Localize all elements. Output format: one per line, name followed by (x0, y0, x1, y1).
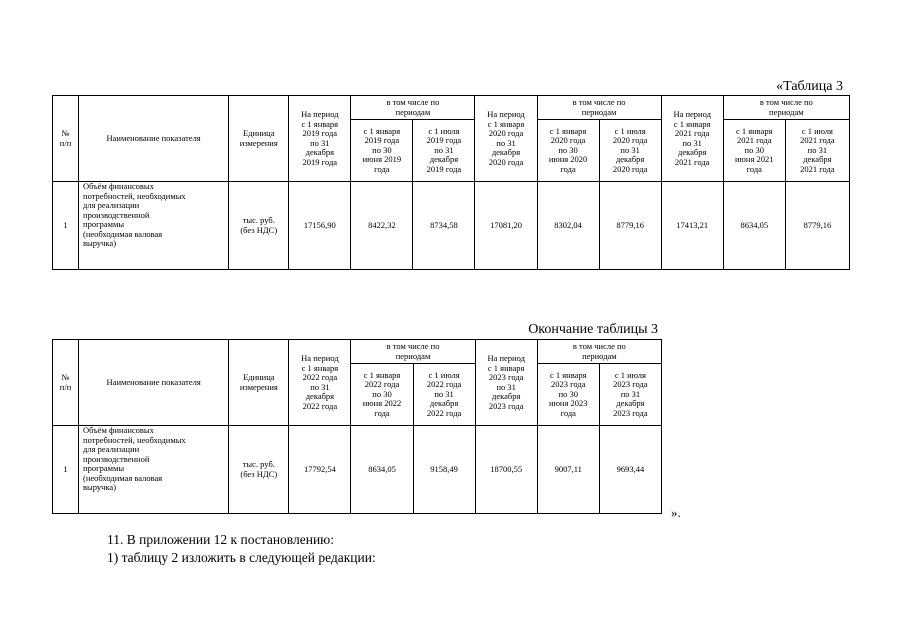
row-value: 17792,54 (289, 426, 351, 514)
row-unit: тыс. руб. (без НДС) (229, 182, 289, 270)
header-unit: Единица измерения (229, 96, 289, 182)
header-p2-group: в том числе по периодам (537, 340, 661, 364)
header-p2-sub2: с 1 июля 2023 года по 31 декабря 2023 года (599, 364, 661, 426)
row-num: 1 (53, 426, 79, 514)
header-p2-sub1: с 1 января 2023 года по 30 июня 2023 года (537, 364, 599, 426)
row-name: Объём финансовых потребностей, необходимых для реализации производственной программы (необходимая валовая выручка) (79, 182, 229, 270)
row-value: 8734,58 (413, 182, 475, 270)
header-p2-total: На период с 1 января 2023 года по 31 декабря 2023 года (475, 340, 537, 426)
table1-caption: «Таблица 3 (776, 79, 843, 94)
table2 (52, 339, 662, 514)
header-p1-sub2: с 1 июля 2022 года по 31 декабря 2022 года (413, 364, 475, 426)
header-num: № п/п (53, 340, 79, 426)
header-unit: Единица измерения (229, 340, 289, 426)
closing-quote: ». (671, 505, 681, 520)
header-p2-total: На период с 1 января 2020 года по 31 декабря 2020 года (475, 96, 537, 182)
header-p3-sub1: с 1 января 2021 года по 30 июня 2021 года (723, 120, 785, 182)
row-value: 17156,90 (289, 182, 351, 270)
row-value: 17413,21 (661, 182, 723, 270)
table-row (53, 182, 850, 270)
row-value: 18700,55 (475, 426, 537, 514)
header-p1-sub2: с 1 июля 2019 года по 31 декабря 2019 года (413, 120, 475, 182)
row-value: 8634,05 (351, 426, 413, 514)
row-value: 9158,49 (413, 426, 475, 514)
header-p3-group: в том числе по периодам (723, 96, 849, 120)
paragraph-subitem-1: 1) таблицу 2 изложить в следующей редакции: (107, 550, 376, 565)
row-value: 9007,11 (537, 426, 599, 514)
row-value: 9693,44 (599, 426, 661, 514)
header-name: Наименование показателя (79, 340, 229, 426)
paragraph-item-11: 11. В приложении 12 к постановлению: (107, 532, 335, 547)
header-name: Наименование показателя (79, 96, 229, 182)
header-p2-sub1: с 1 января 2020 года по 30 июня 2020 года (537, 120, 599, 182)
row-name: Объём финансовых потребностей, необходимых для реализации производственной программы (необходимая валовая выручка) (79, 426, 229, 514)
header-p3-total: На период с 1 января 2021 года по 31 декабря 2021 года (661, 96, 723, 182)
header-p1-sub1: с 1 января 2019 года по 30 июня 2019 года (351, 120, 413, 182)
header-p1-total: На период с 1 января 2022 года по 31 декабря 2022 года (289, 340, 351, 426)
header-num: № п/п (53, 96, 79, 182)
table2-caption: Окончание таблицы 3 (528, 322, 658, 337)
header-p2-sub2: с 1 июля 2020 года по 31 декабря 2020 года (599, 120, 661, 182)
row-value: 8302,04 (537, 182, 599, 270)
header-p1-sub1: с 1 января 2022 года по 30 июня 2022 года (351, 364, 413, 426)
table-row (53, 426, 662, 514)
header-p1-group: в том числе по периодам (351, 96, 475, 120)
row-value: 8422,32 (351, 182, 413, 270)
row-unit: тыс. руб. (без НДС) (229, 426, 289, 514)
header-p3-sub2: с 1 июля 2021 года по 31 декабря 2021 года (785, 120, 849, 182)
table1 (52, 95, 850, 270)
header-p2-group: в том числе по периодам (537, 96, 661, 120)
row-value: 8779,16 (785, 182, 849, 270)
row-num: 1 (53, 182, 79, 270)
row-value: 8779,16 (599, 182, 661, 270)
row-value: 17081,20 (475, 182, 537, 270)
header-p1-total: На период с 1 января 2019 года по 31 декабря 2019 года (289, 96, 351, 182)
header-p1-group: в том числе по периодам (351, 340, 475, 364)
row-value: 8634,05 (723, 182, 785, 270)
